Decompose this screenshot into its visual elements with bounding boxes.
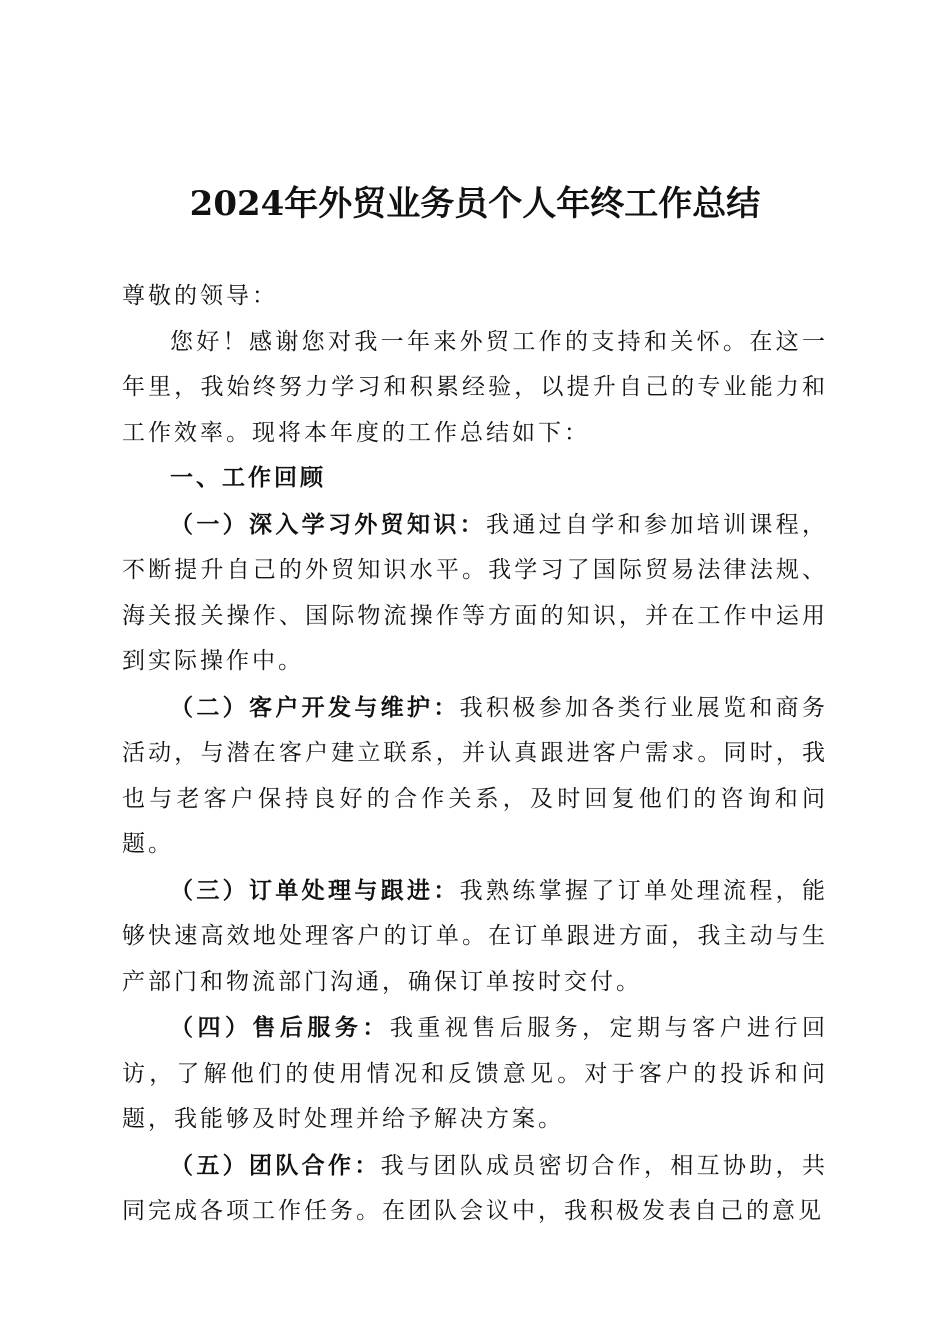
intro-paragraph: 您好！感谢您对我一年来外贸工作的支持和关怀。在这一年里，我始终努力学习和积累经验，以提升自己的专业能力和工作效率。现将本年度的工作总结如下： <box>122 328 828 446</box>
item-text: 我重视售后服务，定期与客户进行回访，了解他们的使用情况和反馈意见。对于客户的投诉和问题，我能够及时处理并给予解决方案。 <box>122 1015 829 1132</box>
page-title: 2024年外贸业务员个人年终工作总结 <box>189 184 761 224</box>
list-item <box>122 502 828 685</box>
item-label: （三）订单处理与跟进： <box>170 876 460 904</box>
item-label: （二）客户开发与维护： <box>170 693 460 721</box>
list-item <box>122 1143 828 1235</box>
section-heading: 一、工作回顾 <box>170 465 326 491</box>
item-text: 我与团队成员密切合作，相互协助，共同完成各项工作任务。在团队会议中，我积极发表自己的意见 <box>122 1152 829 1224</box>
item-text: 我通过自学和参加培训课程，不断提升自己的外贸知识水平。我学习了国际贸易法律法规、海关报关操作、国际物流操作等方面的知识，并在工作中运用到实际操作中。 <box>122 511 829 674</box>
list-item <box>122 868 828 1006</box>
item-label: （一）深入学习外贸知识： <box>170 510 486 538</box>
salutation: 尊敬的领导： <box>122 283 278 309</box>
list-item <box>122 685 828 868</box>
list-item <box>122 1005 828 1143</box>
item-label: （五）团队合作： <box>170 1151 381 1179</box>
item-text: 我积极参加各类行业展览和商务活动，与潜在客户建立联系，并认真跟进客户需求。同时，我也与老客户保持良好的合作关系，及时回复他们的咨询和问题。 <box>122 694 829 857</box>
item-text: 我熟练掌握了订单处理流程，能够快速高效地处理客户的订单。在订单跟进方面，我主动与生产部门和物流部门沟通，确保订单按时交付。 <box>122 877 829 995</box>
document-body <box>122 274 828 1235</box>
item-label: （四）售后服务： <box>170 1014 390 1041</box>
